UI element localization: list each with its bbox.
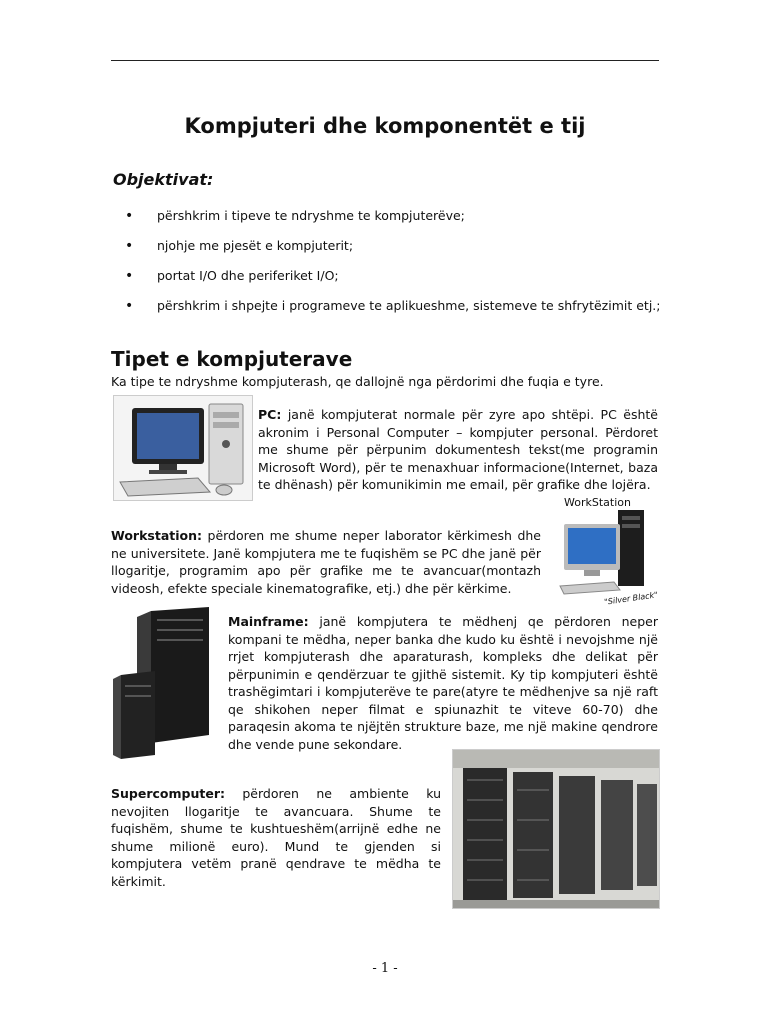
objectives-heading: Objektivat:	[113, 170, 214, 189]
workstation-paragraph	[111, 527, 541, 597]
objectives-list	[125, 201, 685, 321]
supercomputer-label: Supercomputer:	[111, 786, 225, 801]
section-intro: Ka tipe te ndryshme kompjuterash, qe dallojnë nga përdorimi dhe fuqia e tyre.	[111, 374, 604, 389]
section-heading: Tipet e kompjuterave	[111, 347, 353, 371]
header-rule	[111, 60, 659, 61]
supercomputer-paragraph	[111, 785, 441, 890]
workstation-subcaption: "Silver Black"	[603, 590, 659, 607]
objective-item: • përshkrim i tipeve te ndryshme te kompjuterëve;	[125, 201, 685, 231]
mainframe-label: Mainframe:	[228, 614, 309, 629]
document-title: Kompjuteri dhe komponentët e tij	[184, 114, 586, 138]
supercomputer-image	[452, 749, 660, 909]
workstation-image	[556, 490, 658, 608]
supercomputer-text: përdoren ne ambiente ku nevojiten llogaritje te avancuara. Shume te fuqishëm, shume te kushtueshëm(arrijnë edhe ne shume milionë euro). Mund te gjenden si kompjutera vetëm pranë qendrave te mëdha te kërkimit.	[111, 786, 441, 889]
pc-paragraph	[258, 406, 658, 494]
workstation-caption: WorkStation	[564, 496, 631, 509]
workstation-label: Workstation:	[111, 528, 203, 543]
objective-item: • portat I/O dhe periferiket I/O;	[125, 261, 685, 291]
objective-item: • përshkrim i shpejte i programeve te aplikueshme, sistemeve te shfrytëzimit etj.;	[125, 291, 685, 321]
pc-image	[113, 395, 253, 501]
mainframe-paragraph	[228, 613, 658, 753]
objective-item: • njohje me pjesët e kompjuterit;	[125, 231, 685, 261]
mainframe-image	[113, 605, 213, 759]
mainframe-text: janë kompjutera te mëdhenj qe përdoren neper kompani te mëdha, neper banka dhe kudo ku është i nevojshme një rrjet kompjuterash dhe aparaturash, kompleks dhe delikat për përpunimin e qendërzuar te gjithë sistemit. Ky tip kompjuteri është trashëgimtari i kompjuterëve te pare(atyre te mëdhenjve sa një raft qe shikohen neper filmat e spiunazhit te viteve 60-70) dhe paraqesin akoma te njëjtën strukture baze, me një makine qendrore dhe vende pune sekondare.	[228, 614, 658, 752]
pc-label: PC:	[258, 407, 282, 422]
page-number: - 1 -	[372, 961, 398, 976]
workstation-text: përdoren me shume neper laborator kërkimesh dhe ne universitete. Janë kompjutera me te fuqishëm se PC dhe janë për llogaritje, programim apo për grafike me te avancuar(montazh videosh, efekte speciale kinematografike, etj.) dhe për kërkime.	[111, 528, 541, 596]
pc-text: janë kompjuterat normale për zyre apo shtëpi. PC është akronim i Personal Computer – kompjuter personal. Përdoret me shume për përpunim dokumentesh tekst(me programin Microsoft Word), për te menaxhuar informacione(Internet, baza te dhënash) për komunikimin me email, për grafike dhe lojëra.	[258, 407, 658, 492]
